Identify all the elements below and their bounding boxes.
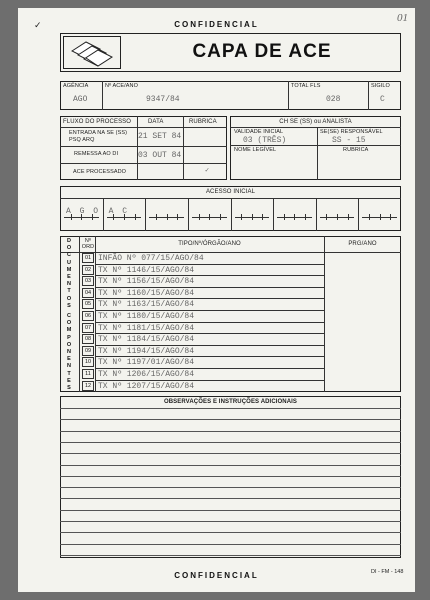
row-order-number: 12 bbox=[82, 381, 94, 391]
forward-date: 03 OUT 84 bbox=[138, 151, 182, 160]
access-cell: A C bbox=[108, 207, 130, 216]
observations-box bbox=[60, 396, 401, 558]
process-flow-header: FLUXO DO PROCESSO bbox=[63, 119, 132, 125]
emblem-icon bbox=[64, 37, 120, 68]
entry-label: ENTRADA NA SE (SS) PSQ ARQ bbox=[69, 130, 128, 143]
form-code: DI - FM - 148 bbox=[371, 569, 404, 575]
document-entry: INFÃO Nº 077/15/AGO/84 bbox=[98, 254, 204, 263]
ace-number-label: Nº ACE/ANO bbox=[105, 83, 138, 89]
handwritten-mark: ✓ bbox=[34, 20, 42, 30]
access-cell: A G O bbox=[66, 207, 101, 216]
document-entry: TX Nº 1160/15/AGO/84 bbox=[98, 288, 195, 298]
classification-bottom: CONFIDENCIAL bbox=[174, 571, 259, 580]
analyst-rubric-label: RUBRICA bbox=[343, 147, 369, 153]
row-order-number: 04 bbox=[82, 288, 94, 298]
entry-date: 21 SET 84 bbox=[138, 132, 182, 141]
row-order-number: 07 bbox=[82, 323, 94, 333]
row-order-number: 06 bbox=[82, 311, 94, 321]
document-entry: TX Nº 1184/15/AGO/84 bbox=[98, 335, 195, 345]
row-order-number: 11 bbox=[82, 369, 94, 379]
logo-box bbox=[63, 36, 121, 69]
analyst-header: CH SE (SS) ou ANALISTA bbox=[279, 119, 352, 125]
ace-number-value: 9347/84 bbox=[146, 95, 180, 104]
row-order-number: 01 bbox=[82, 253, 94, 263]
document-entry: TX Nº 1206/15/AGO/84 bbox=[98, 370, 195, 379]
rubric-header: RUBRICA bbox=[189, 119, 217, 125]
validity-label: VALIDADE INICIAL bbox=[234, 129, 284, 135]
processed-label: ACE PROCESSADO bbox=[73, 169, 127, 175]
prg-year-header: PRG/ANO bbox=[348, 241, 377, 247]
total-pages-label: TOTAL FLS bbox=[291, 83, 321, 89]
legible-name-label: NOME LEGÍVEL bbox=[234, 147, 277, 153]
row-order-number: 03 bbox=[82, 276, 94, 286]
row-order-number: 08 bbox=[82, 334, 94, 344]
type-header: TIPO/Nº/ÓRGÃO/ANO bbox=[178, 241, 241, 247]
row-order-number: 05 bbox=[82, 299, 94, 309]
forward-label: REMESSA AO DI bbox=[74, 151, 119, 157]
responsible-label: SE(SE) RESPONSÁVEL bbox=[320, 129, 383, 135]
agency-label: AGÊNCIA bbox=[63, 83, 89, 89]
document-title: CAPA DE ACE bbox=[192, 41, 332, 62]
date-header: DATA bbox=[148, 119, 164, 125]
group-label-components: C O M P O N E N T E S bbox=[66, 313, 72, 392]
secrecy-value: C bbox=[380, 95, 385, 104]
document-entry: TX Nº 1156/15/AGO/84 bbox=[98, 277, 195, 287]
document-entry: TX Nº 1180/15/AGO/84 bbox=[98, 312, 195, 321]
classification-top: CONFIDENCIAL bbox=[174, 20, 259, 29]
processed-mark: ✓ bbox=[205, 167, 210, 175]
document-entry: TX Nº 1163/15/AGO/84 bbox=[98, 300, 195, 310]
document-entry: TX Nº 1194/15/AGO/84 bbox=[98, 346, 195, 356]
order-number-header: Nº ORD bbox=[81, 238, 95, 250]
observations-header: OBSERVAÇÕES E INSTRUÇÕES ADICIONAIS bbox=[163, 399, 298, 405]
document-entry: TX Nº 1207/15/AGO/84 bbox=[98, 381, 195, 391]
page-number-handwritten: 01 bbox=[397, 12, 408, 24]
total-pages-value: 028 bbox=[326, 95, 341, 104]
group-label-documents: D O C U M E N T O S bbox=[66, 238, 72, 309]
row-order-number: 02 bbox=[82, 265, 94, 275]
responsible-value: SS - 15 bbox=[332, 136, 366, 145]
document-entry: TX Nº 1197/01/AGO/84 bbox=[98, 358, 195, 368]
document-entry: TX Nº 1146/15/AGO/84 bbox=[98, 265, 195, 275]
row-order-number: 10 bbox=[82, 357, 94, 367]
initial-access-header: ACESSO INICIAL bbox=[205, 189, 256, 195]
secrecy-label: SIGILO bbox=[371, 83, 390, 89]
document-entry: TX Nº 1181/15/AGO/84 bbox=[98, 323, 195, 333]
row-order-number: 09 bbox=[82, 346, 94, 356]
validity-value: 03 (TRÊS) bbox=[243, 136, 287, 145]
agency-value: AGO bbox=[73, 95, 88, 104]
cover-sheet bbox=[18, 8, 415, 592]
